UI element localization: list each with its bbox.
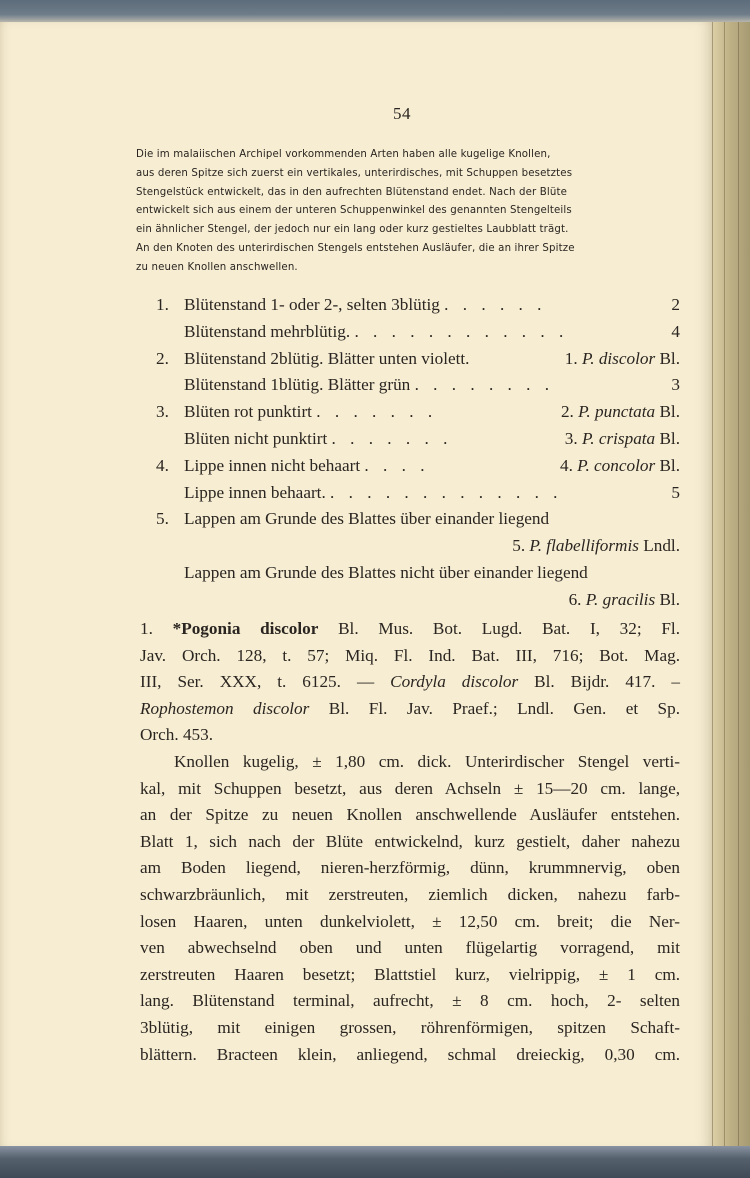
synonym-name: Cordyla discolor <box>390 672 519 692</box>
key-row <box>140 292 680 319</box>
key-result-number: 5. <box>512 536 526 556</box>
key-lead-label: Blütenstand 1blütig. Blätter grün <box>184 375 411 395</box>
key-couplet-number: 3. <box>156 402 169 422</box>
key-row <box>140 346 680 373</box>
citation-line <box>140 669 680 696</box>
citation-line: Orch. 453. <box>140 725 214 745</box>
key-lead-text <box>184 319 568 346</box>
key-lead-label: Blütenstand 2blütig. Blätter unten violett. <box>184 348 470 368</box>
key-couplet-number: 1. <box>156 295 169 314</box>
key-result <box>560 453 680 480</box>
key-row <box>140 480 680 507</box>
citation-text: III, Ser. XXX, t. 6125. — <box>140 672 391 692</box>
intro-line: Stengelstück entwickelt, das in den aufrechten Blütenstand endet. Nach der Blüte <box>136 186 568 198</box>
citation-text: Bl. Fl. Jav. Praef.; Lndl. Gen. et Sp. <box>309 698 680 718</box>
key-result-number: 1. <box>564 348 578 368</box>
description-line: Blatt 1, sich nach der Blüte entwickelnd, kurz gestielt, daher nahezu <box>140 831 680 851</box>
key-lead-text <box>184 399 437 426</box>
intro-line: zu neuen Knollen anschwellen. <box>136 261 298 273</box>
description-line: zerstreuten Haaren besetzt; Blattstiel kurz, vielrippig, ± 1 cm. <box>140 964 680 984</box>
key-result-taxon: P. gracilis <box>585 589 656 609</box>
intro-line: aus deren Spitze sich zuerst ein vertikales, unterirdisches, mit Schuppen besetztes <box>136 167 573 179</box>
key-result-number: 3. <box>564 428 578 448</box>
key-row <box>140 587 680 614</box>
citation-text: Bl. Mus. Bot. Lugd. Bat. I, 32; Fl. <box>318 619 680 638</box>
key-row <box>140 426 680 453</box>
synonym-name: Rophostemon discolor <box>140 698 310 718</box>
key-leader-dots: . . . . <box>364 455 430 475</box>
intro-paragraph <box>136 146 672 278</box>
description-line: ven abwechselnd oben und unten flügelartig vorragend, mit <box>140 938 680 958</box>
key-result-author: Bl. <box>659 455 680 475</box>
key-row <box>140 399 680 426</box>
key-row <box>140 560 680 587</box>
key-leader-dots: . . . . . . . <box>316 402 438 422</box>
key-couplet-number: 2. <box>156 348 169 368</box>
key-lead-label: Lippe innen behaart. <box>184 482 326 502</box>
description-line: losen Haaren, unten dunkelviolett, ± 12,50 cm. breit; die Ner- <box>140 911 680 931</box>
key-lead-text <box>184 480 562 507</box>
key-lead-label: Blüten nicht punktirt <box>184 428 328 448</box>
page-edge-line <box>724 22 725 1148</box>
citation-line: Jav. Orch. 128, t. 57; Miq. Fl. Ind. Bat. III, 716; Bot. Mag. <box>140 645 680 665</box>
page-edge-line <box>712 22 713 1148</box>
key-result-number: 6. <box>568 589 582 609</box>
key-lead-label: Blüten rot punktirt <box>184 402 312 422</box>
description-line: lang. Blütenstand terminal, aufrecht, ± 8 cm. hoch, 2- selten <box>140 991 680 1011</box>
key-leader-dots: . . . . . . <box>444 295 547 314</box>
key-row <box>140 506 680 533</box>
key-lead-text <box>184 346 469 373</box>
description-line: blättern. Bracteen klein, anliegend, schmal dreieckig, 0,30 cm. <box>140 1044 680 1064</box>
key-result-taxon: P. punctata <box>578 402 656 422</box>
key-lead-text <box>184 372 554 399</box>
intro-line: Die im malaiischen Archipel vorkommenden Arten haben alle kugelige Knollen, <box>136 149 551 160</box>
key-lead-text <box>184 506 549 533</box>
key-lead-text <box>184 426 452 453</box>
key-result <box>512 533 680 560</box>
intro-line: An den Knoten des unterirdischen Stengels entstehen Ausläufer, die an ihrer Spitze <box>136 242 575 254</box>
book-cover-bottom-band <box>0 1146 750 1178</box>
page-edge-line <box>738 22 739 1148</box>
key-row <box>140 533 680 560</box>
description-line: 3blütig, mit einigen grossen, röhrenförmigen, spitzen Schaft- <box>140 1017 680 1037</box>
key-result <box>561 399 680 426</box>
key-result-taxon: P. concolor <box>577 455 656 475</box>
description-line: an der Spitze zu neuen Knollen anschwellende Ausläufer entstehen. <box>140 805 680 825</box>
key-lead-label: Lappen am Grunde des Blattes nicht über einander liegend <box>184 562 588 582</box>
intro-line: ein ähnlicher Stengel, der jedoch nur ein lang oder kurz gestieltes Laubblatt trägt. <box>136 224 569 236</box>
key-lead-label: Blütenstand mehrblütig. <box>184 321 351 341</box>
key-result-author: Bl. <box>659 402 680 422</box>
key-leader-dots: . . . . . . . <box>331 428 453 448</box>
key-result <box>565 346 680 373</box>
key-lead-text <box>184 453 429 480</box>
book-cover-top-band <box>0 0 750 24</box>
key-result: 5 <box>671 482 680 502</box>
citation-text: Bl. Bijdr. 417. – <box>518 672 680 692</box>
key-result-author: Lndl. <box>643 536 680 556</box>
key-couplet-number: 5. <box>156 509 169 529</box>
species-description <box>140 749 680 1068</box>
key-leader-dots: . . . . . . . . . . . . . <box>330 482 563 502</box>
description-line: kal, mit Schuppen besetzt, aus deren Achseln ± 15—20 cm. lange, <box>140 778 680 798</box>
key-result: 4 <box>671 321 680 341</box>
species-entry <box>140 616 680 1068</box>
intro-line: entwickelt sich aus einem der unteren Schuppenwinkel des genannten Stengelteils <box>136 205 572 217</box>
key-result-author: Bl. <box>659 428 680 448</box>
description-line: am Boden liegend, nieren-herzförmig, dünn, krummnervig, oben <box>140 858 680 878</box>
key-result-number: 4. <box>559 455 573 475</box>
key-row <box>140 372 680 399</box>
key-row <box>140 453 680 480</box>
description-line: Knollen kugelig, ± 1,80 cm. dick. Unterirdischer Stengel verti- <box>174 751 680 771</box>
identification-key <box>140 292 680 614</box>
species-name: *Pogonia discolor <box>172 619 319 638</box>
key-leader-dots: . . . . . . . . <box>414 375 555 395</box>
key-result-taxon: P. crispata <box>581 428 656 448</box>
key-leader-dots: . . . . . . . . . . . . <box>354 321 569 341</box>
key-result-number: 2. <box>560 402 574 422</box>
key-lead-label: Lippe innen nicht behaart <box>184 455 361 475</box>
key-lead-text <box>184 560 588 587</box>
key-result-author: Bl. <box>659 589 680 609</box>
key-result: 3 <box>671 375 680 395</box>
citation-line <box>140 696 680 723</box>
key-row <box>140 319 680 346</box>
key-lead-label: Lappen am Grunde des Blattes über einander liegend <box>184 509 550 529</box>
page-number: 54 <box>393 104 411 123</box>
key-lead-text <box>184 292 546 319</box>
key-result <box>565 426 680 453</box>
species-heading-line <box>140 616 680 643</box>
key-result <box>569 587 680 614</box>
description-line: schwarzbräunlich, mit zerstreuten, ziemlich dicken, nahezu farb- <box>140 884 680 904</box>
key-result-author: Bl. <box>659 348 680 368</box>
key-result-taxon: P. discolor <box>581 348 656 368</box>
species-number: 1. <box>140 619 153 638</box>
key-lead-label: Blütenstand 1- oder 2-, selten 3blütig <box>184 295 440 314</box>
key-couplet-number: 4. <box>156 455 169 475</box>
key-result-taxon: P. flabelliformis <box>529 536 639 556</box>
key-result: 2 <box>671 295 680 314</box>
